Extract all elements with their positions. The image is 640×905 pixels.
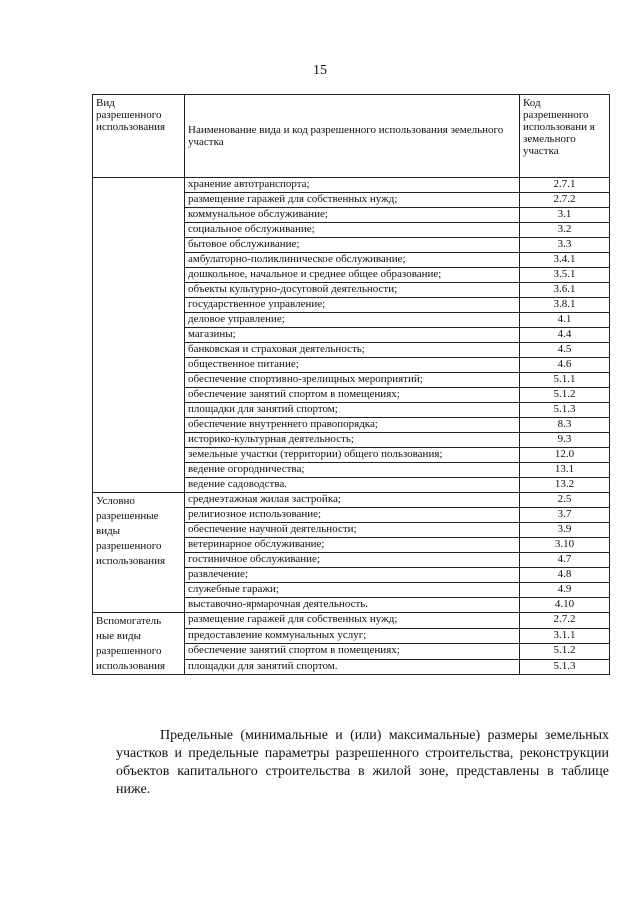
use-code-cell: 5.1.2 [520, 644, 610, 660]
use-name-cell: служебные гаражи; [185, 583, 520, 598]
use-code-cell: 3.4.1 [520, 253, 610, 268]
use-name-cell: размещение гаражей для собственных нужд; [185, 193, 520, 208]
use-name-cell: ведение огородничества; [185, 463, 520, 478]
use-name-cell: ветеринарное обслуживание; [185, 538, 520, 553]
use-code-cell: 3.9 [520, 523, 610, 538]
use-code-cell: 4.4 [520, 328, 610, 343]
table-row [93, 178, 610, 193]
use-code-cell: 3.5.1 [520, 268, 610, 283]
use-code-cell: 2.7.2 [520, 193, 610, 208]
table-row [93, 613, 610, 629]
use-name-cell: развлечение; [185, 568, 520, 583]
use-name-cell: площадки для занятий спортом; [185, 403, 520, 418]
use-code-cell: 2.7.2 [520, 613, 610, 629]
use-name-cell: общественное питание; [185, 358, 520, 373]
use-name-cell: обеспечение спортивно-зрелищных мероприятий; [185, 373, 520, 388]
use-code-cell: 3.10 [520, 538, 610, 553]
use-code-cell: 3.3 [520, 238, 610, 253]
use-code-cell: 5.1.3 [520, 659, 610, 675]
use-code-cell: 3.6.1 [520, 283, 610, 298]
use-name-cell: обеспечение занятий спортом в помещениях; [185, 388, 520, 403]
table-header-row [93, 95, 610, 178]
use-code-cell: 3.2 [520, 223, 610, 238]
use-code-cell: 8.3 [520, 418, 610, 433]
use-name-cell: размещение гаражей для собственных нужд; [185, 613, 520, 629]
use-name-cell: хранение автотранспорта; [185, 178, 520, 193]
use-name-cell: площадки для занятий спортом. [185, 659, 520, 675]
use-name-cell: банковская и страховая деятельность; [185, 343, 520, 358]
use-code-cell: 5.1.1 [520, 373, 610, 388]
use-name-cell: религиозное использование; [185, 508, 520, 523]
table-row [93, 493, 610, 508]
use-name-cell: историко-культурная деятельность; [185, 433, 520, 448]
use-code-cell: 4.1 [520, 313, 610, 328]
use-code-cell: 4.10 [520, 598, 610, 613]
use-code-cell: 5.1.2 [520, 388, 610, 403]
use-code-cell: 2.5 [520, 493, 610, 508]
use-name-cell: ведение садоводства. [185, 478, 520, 493]
use-code-cell: 4.5 [520, 343, 610, 358]
use-name-cell: среднеэтажная жилая застройка; [185, 493, 520, 508]
use-code-cell: 12.0 [520, 448, 610, 463]
body-paragraph: Предельные (минимальные и (или) максимальные) размеры земельных участков и предельные параметры разрешенного строительства, реконструкции объектов капитального строительства в жилой зоне, представлены в таблице ниже. [116, 728, 609, 797]
use-code-cell: 9.3 [520, 433, 610, 448]
use-code-cell: 2.7.1 [520, 178, 610, 193]
page-number: 15 [313, 63, 327, 78]
use-category-cell [93, 178, 185, 493]
use-name-cell: обеспечение научной деятельности; [185, 523, 520, 538]
use-name-cell: обеспечение занятий спортом в помещениях; [185, 644, 520, 660]
use-name-cell: объекты культурно-досуговой деятельности; [185, 283, 520, 298]
use-code-cell: 3.1.1 [520, 628, 610, 644]
use-name-cell: выставочно-ярмарочная деятельность. [185, 598, 520, 613]
use-code-cell: 4.7 [520, 553, 610, 568]
use-code-cell: 4.8 [520, 568, 610, 583]
use-name-cell: обеспечение внутреннего правопорядка; [185, 418, 520, 433]
header-use-kind: Вид разрешенного использования [93, 95, 185, 178]
use-name-cell: коммунальное обслуживание; [185, 208, 520, 223]
use-code-cell: 3.7 [520, 508, 610, 523]
header-use-code: Код разрешенного использовани я земельного участка [520, 95, 610, 178]
permitted-use-table [92, 94, 610, 675]
use-name-cell: дошкольное, начальное и среднее общее образование; [185, 268, 520, 283]
use-name-cell: предоставление коммунальных услуг; [185, 628, 520, 644]
use-code-cell: 3.8.1 [520, 298, 610, 313]
use-code-cell: 5.1.3 [520, 403, 610, 418]
use-name-cell: гостиничное обслуживание; [185, 553, 520, 568]
use-name-cell: земельные участки (территории) общего пользования; [185, 448, 520, 463]
use-name-cell: амбулаторно-поликлиническое обслуживание; [185, 253, 520, 268]
use-name-cell: бытовое обслуживание; [185, 238, 520, 253]
use-code-cell: 3.1 [520, 208, 610, 223]
use-code-cell: 4.9 [520, 583, 610, 598]
use-name-cell: магазины; [185, 328, 520, 343]
use-code-cell: 13.1 [520, 463, 610, 478]
header-use-name: Наименование вида и код разрешенного использования земельного участка [185, 95, 520, 178]
use-code-cell: 4.6 [520, 358, 610, 373]
use-category-cell: Условно разрешенные виды разрешенного использования [93, 493, 185, 613]
use-name-cell: социальное обслуживание; [185, 223, 520, 238]
use-name-cell: деловое управление; [185, 313, 520, 328]
use-code-cell: 13.2 [520, 478, 610, 493]
table-body [93, 178, 610, 675]
use-name-cell: государственное управление; [185, 298, 520, 313]
use-category-cell: Вспомогатель ные виды разрешенного использования [93, 613, 185, 675]
